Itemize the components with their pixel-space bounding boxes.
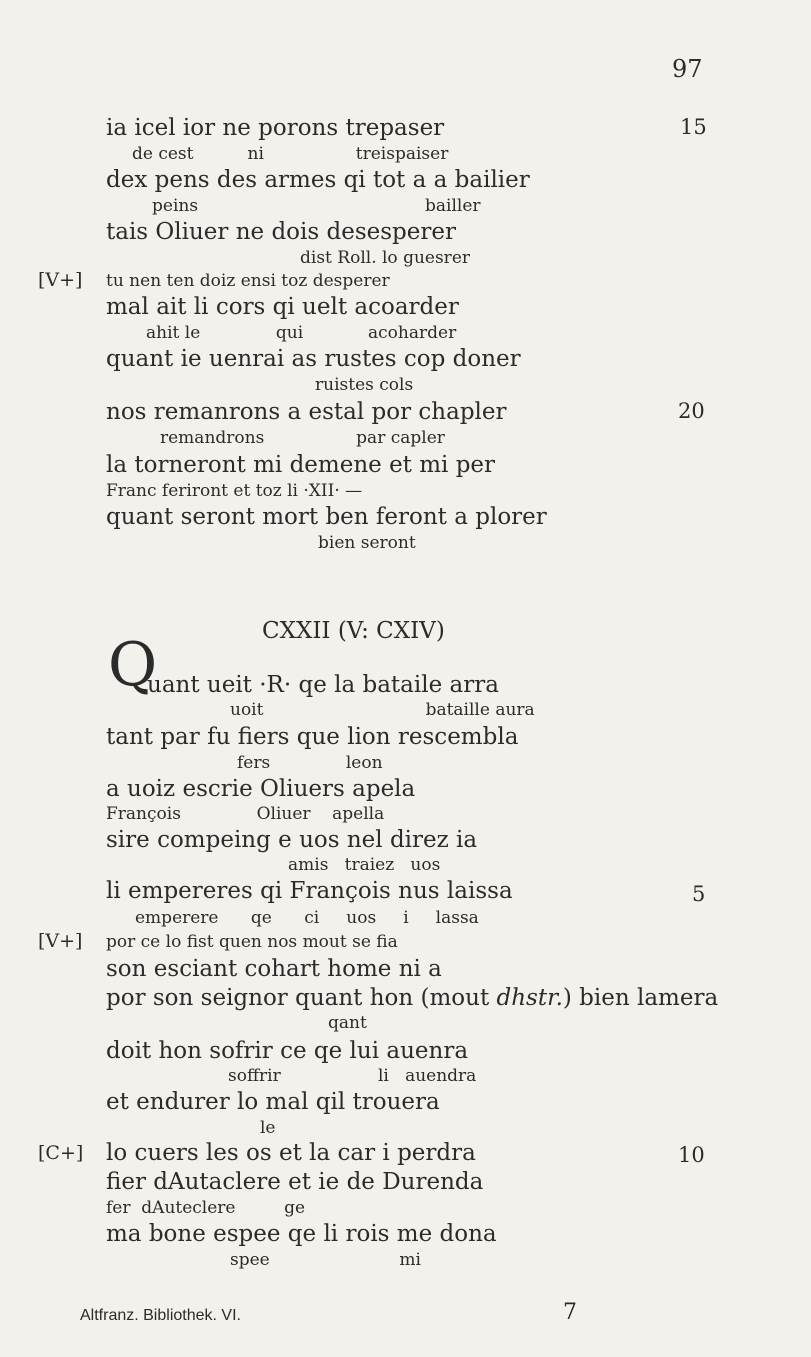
variant-line: por ce lo fist quen nos mout se fia	[106, 932, 398, 952]
verse-line: quant seront mort ben feront a plorer	[106, 504, 547, 530]
variant-line: emperere qe ci uos i lassa	[135, 908, 479, 928]
page-number: 97	[672, 55, 703, 83]
variant-line: tu nen ten doiz ensi toz desperer	[106, 271, 390, 291]
verse-line: uant ueit ·R· qe la bataile arra	[147, 672, 499, 698]
drop-capital: Q	[108, 630, 158, 700]
variant-line: fer dAuteclere ge	[106, 1198, 306, 1218]
verse-line: lo cuers les os et la car i perdra	[106, 1140, 476, 1166]
verse-line: tais Oliuer ne dois desesperer	[106, 219, 456, 245]
bracket-note: [V+]	[38, 930, 83, 952]
line-number: 10	[678, 1143, 705, 1167]
bracket-note: [V+]	[38, 269, 83, 291]
variant-line: peins bailler	[152, 196, 481, 216]
variant-line: ahit le qui acoharder	[146, 323, 457, 343]
bracket-note: [C+]	[38, 1142, 84, 1164]
verse-line: ma bone espee qe li rois me dona	[106, 1221, 497, 1247]
line-number: 5	[692, 882, 706, 906]
italic-abbreviation: dhstr.	[496, 985, 563, 1011]
section-heading: CXXII (V: CXIV)	[262, 618, 445, 644]
line-number: 20	[678, 399, 705, 423]
variant-line: fers leon	[237, 753, 383, 773]
verse-line: nos remanrons a estal por chapler	[106, 399, 507, 425]
variant-line: dist Roll. lo guesrer	[300, 248, 470, 268]
verse-line: la torneront mi demene et mi per	[106, 452, 496, 478]
verse-line: a uoiz escrie Oliuers apela	[106, 776, 416, 802]
variant-line: de cest ni treispaiser	[132, 144, 449, 164]
variant-line: soffrir li auendra	[228, 1066, 477, 1086]
verse-line: mal ait li cors qi uelt acoarder	[106, 294, 459, 320]
variant-line: ruistes cols	[315, 375, 414, 395]
verse-line: son esciant cohart home ni a	[106, 956, 442, 982]
variant-line: remandrons par capler	[160, 428, 445, 448]
variant-line: le	[260, 1118, 276, 1138]
footer-note: Altfranz. Bibliothek. VI.	[80, 1307, 241, 1324]
verse-line: et endurer lo mal qil trouera	[106, 1089, 440, 1115]
line-number: 15	[680, 115, 707, 139]
variant-line: spee mi	[230, 1250, 421, 1270]
verse-line: fier dAutaclere et ie de Durenda	[106, 1169, 484, 1195]
verse-line: quant ie uenrai as rustes cop doner	[106, 346, 521, 372]
variant-line: amis traiez uos	[288, 855, 441, 875]
verse-line: por son seignor quant hon (mout dhstr.) bien lamera	[106, 985, 719, 1011]
verse-line: tant par fu fiers que lion rescembla	[106, 724, 519, 750]
signature-mark: 7	[563, 1300, 577, 1325]
verse-line: sire compeing e uos nel direz ia	[106, 827, 478, 853]
verse-line: dex pens des armes qi tot a a bailier	[106, 167, 530, 193]
variant-line: uoit bataille aura	[230, 700, 535, 720]
variant-line: bien seront	[318, 533, 416, 553]
verse-line: li empereres qi François nus laissa	[106, 878, 513, 904]
variant-line: François Oliuer apella	[106, 804, 385, 824]
variant-line: Franc feriront et toz li ·XII· —	[106, 481, 363, 501]
verse-line: doit hon sofrir ce qe lui auenra	[106, 1038, 469, 1064]
variant-line: qant	[328, 1013, 367, 1033]
verse-line: ia icel ior ne porons trepaser	[106, 115, 445, 141]
